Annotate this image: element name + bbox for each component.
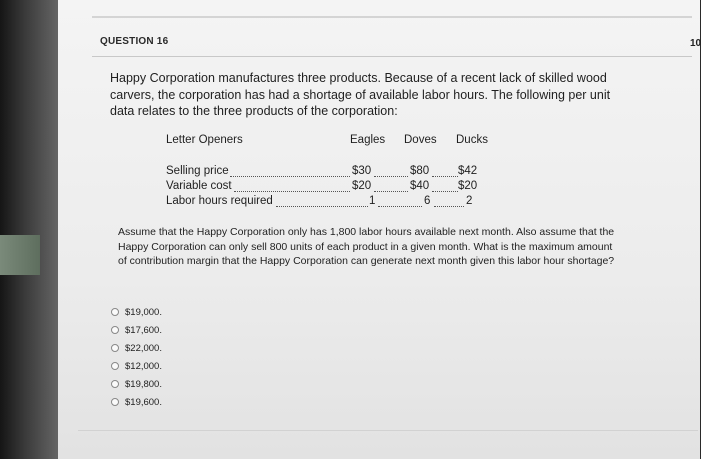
- answer-option[interactable]: [111, 305, 162, 319]
- background-object: [0, 235, 40, 275]
- leader-dots: [434, 206, 464, 207]
- radio-button[interactable]: [111, 308, 119, 316]
- radio-button[interactable]: [111, 362, 119, 370]
- leader-dots: [432, 176, 458, 177]
- radio-button[interactable]: [111, 380, 119, 388]
- table-cell: $42: [458, 165, 478, 177]
- table-cell: 6: [424, 195, 431, 207]
- question-intro: Happy Corporation manufactures three products. Because of a recent lack of skilled wood carvers, the corporation has had a shortage of available labor hours. The following per unit data relates to the three products of the corporation:: [110, 71, 611, 118]
- row-label: Labor hours required: [166, 195, 273, 207]
- radio-button[interactable]: [111, 344, 119, 352]
- answer-option[interactable]: [111, 377, 162, 391]
- leader-dots: [374, 191, 408, 192]
- radio-button[interactable]: [111, 398, 119, 406]
- leader-dots: [432, 191, 458, 192]
- option-label: $17,600.: [125, 324, 162, 336]
- option-label: $19,800.: [125, 378, 162, 390]
- top-divider: [92, 16, 692, 18]
- answer-option[interactable]: [111, 395, 162, 409]
- answer-option[interactable]: [111, 341, 162, 355]
- header-divider: [92, 56, 692, 57]
- option-label: $19,600.: [125, 396, 162, 408]
- leader-dots: [378, 206, 422, 207]
- row-label: Selling price: [166, 165, 229, 177]
- question-header: QUESTION 16: [100, 36, 169, 47]
- bottom-divider: [78, 430, 698, 431]
- leader-dots: [234, 191, 350, 192]
- left-background: [0, 0, 62, 459]
- radio-button[interactable]: [111, 326, 119, 334]
- table-cell: 2: [466, 195, 473, 207]
- leader-dots: [374, 176, 408, 177]
- company-label: Letter Openers: [166, 134, 243, 146]
- answer-option[interactable]: [111, 359, 162, 373]
- question-points: 10: [690, 38, 701, 49]
- table-cell: $20: [352, 180, 372, 192]
- leader-dots: [276, 206, 368, 207]
- answer-option[interactable]: [111, 323, 162, 337]
- question-prompt: Assume that the Happy Corporation only has 1,800 labor hours available next month. Also assume that the Happy Corporation can only sell 800 units of each product in a given month. What is the maximum amount of contribution margin that the Happy Corporation can generate next month given this labor hour shortage?: [118, 226, 615, 267]
- table-cell: $80: [410, 165, 430, 177]
- option-label: $22,000.: [125, 342, 162, 354]
- table-cell: $20: [458, 180, 478, 192]
- row-label: Variable cost: [166, 180, 232, 192]
- leader-dots: [230, 176, 350, 177]
- table-cell: 1: [369, 195, 376, 207]
- table-cell: $40: [410, 180, 430, 192]
- option-label: $12,000.: [125, 360, 162, 372]
- column-header-eagles: Eagles: [350, 134, 386, 146]
- option-label: $19,000.: [125, 306, 162, 318]
- quiz-page: [58, 0, 700, 459]
- column-header-ducks: Ducks: [456, 134, 488, 146]
- table-cell: $30: [352, 165, 372, 177]
- column-header-doves: Doves: [404, 134, 437, 146]
